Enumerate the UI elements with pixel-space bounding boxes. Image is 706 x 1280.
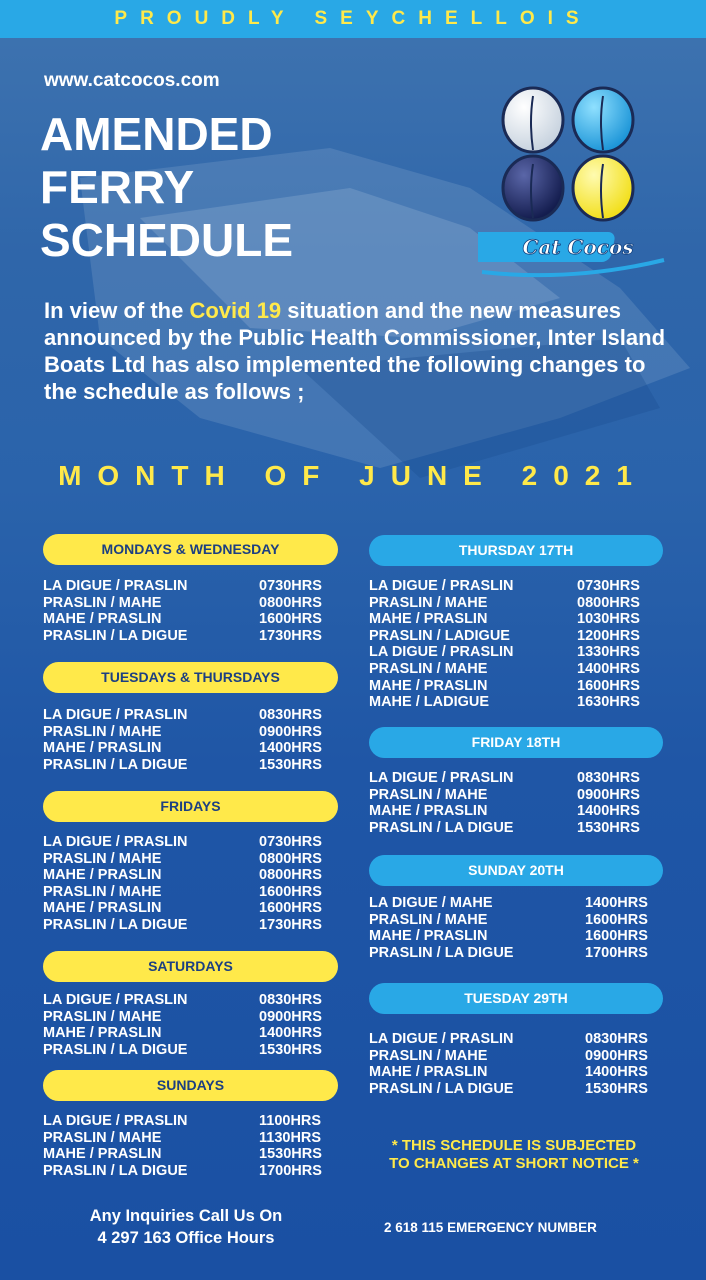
departure-time: 0800HRS bbox=[259, 850, 322, 867]
schedule-row bbox=[43, 1025, 338, 1042]
schedule-list bbox=[369, 770, 664, 836]
schedule-row bbox=[369, 678, 664, 695]
route-label: LA DIGUE / PRASLIN bbox=[43, 834, 188, 850]
intro-text: situation and the new measures announced by the Public Health Commissioner, Inter Island Boats Ltd has also implemented the following changes to the schedule as follows ; bbox=[44, 298, 666, 404]
section-header: SUNDAYS bbox=[43, 1070, 338, 1101]
route-label: PRASLIN / LADIGUE bbox=[369, 627, 510, 644]
schedule-row bbox=[369, 661, 664, 678]
notice-line: TO CHANGES AT SHORT NOTICE * bbox=[389, 1155, 639, 1172]
schedule-list bbox=[43, 1113, 338, 1179]
route-label: MAHE / PRASLIN bbox=[369, 677, 488, 694]
route-label: MAHE / PRASLIN bbox=[43, 1025, 162, 1042]
route-label: MAHE / PRASLIN bbox=[43, 1146, 162, 1163]
route-label: PRASLIN / MAHE bbox=[369, 786, 488, 803]
departure-time: 1400HRS bbox=[259, 1025, 322, 1042]
route-label: PRASLIN / MAHE bbox=[369, 1047, 488, 1064]
departure-time: 1530HRS bbox=[259, 1041, 322, 1058]
intro-text: In view of the bbox=[44, 298, 190, 323]
route-label: PRASLIN / LA DIGUE bbox=[43, 756, 188, 773]
schedule-row bbox=[43, 992, 338, 1009]
title-line: AMENDED bbox=[40, 108, 273, 160]
departure-time: 0830HRS bbox=[259, 992, 322, 1008]
route-label: PRASLIN / LA DIGUE bbox=[43, 627, 188, 644]
route-label: MAHE / PRASLIN bbox=[43, 611, 162, 628]
schedule-row bbox=[43, 595, 338, 612]
departure-time: 1600HRS bbox=[585, 911, 648, 928]
section-header: THURSDAY 17TH bbox=[369, 535, 663, 566]
schedule-row bbox=[43, 1163, 338, 1180]
schedule-row bbox=[369, 1048, 664, 1065]
departure-time: 1400HRS bbox=[585, 895, 648, 911]
route-label: PRASLIN / LA DIGUE bbox=[369, 819, 514, 836]
schedule-row bbox=[369, 787, 664, 804]
schedule-row bbox=[43, 900, 338, 917]
route-label: MAHE / PRASLIN bbox=[369, 1064, 488, 1081]
schedule-row bbox=[43, 1009, 338, 1026]
route-label: LA DIGUE / PRASLIN bbox=[43, 578, 188, 594]
route-label: MAHE / PRASLIN bbox=[43, 740, 162, 757]
departure-time: 0830HRS bbox=[585, 1031, 648, 1047]
departure-time: 1600HRS bbox=[577, 677, 640, 694]
schedule-row bbox=[369, 912, 664, 929]
departure-time: 1600HRS bbox=[585, 928, 648, 945]
schedule-row bbox=[369, 895, 664, 912]
schedule-row bbox=[369, 770, 664, 787]
route-label: MAHE / PRASLIN bbox=[369, 611, 488, 628]
departure-time: 0830HRS bbox=[259, 707, 322, 723]
departure-time: 1600HRS bbox=[259, 900, 322, 917]
schedule-row bbox=[43, 884, 338, 901]
schedule-row bbox=[369, 803, 664, 820]
schedule-row bbox=[43, 867, 338, 884]
route-label: LA DIGUE / PRASLIN bbox=[369, 578, 514, 594]
route-label: MAHE / PRASLIN bbox=[43, 900, 162, 917]
section-header: SUNDAY 20TH bbox=[369, 855, 663, 886]
page-title bbox=[40, 108, 293, 267]
month-heading: MONTH OF JUNE 2021 bbox=[58, 460, 648, 491]
departure-time: 1700HRS bbox=[585, 944, 648, 961]
departure-time: 1530HRS bbox=[585, 1080, 648, 1097]
schedule-list bbox=[43, 707, 338, 773]
schedule-row bbox=[43, 834, 338, 851]
schedule-row bbox=[43, 1130, 338, 1147]
route-label: MAHE / PRASLIN bbox=[369, 928, 488, 945]
route-label: PRASLIN / MAHE bbox=[369, 594, 488, 611]
route-label: PRASLIN / MAHE bbox=[43, 883, 162, 900]
schedule-row bbox=[43, 724, 338, 741]
departure-time: 1400HRS bbox=[577, 803, 640, 820]
route-label: MAHE / PRASLIN bbox=[369, 803, 488, 820]
route-label: LA DIGUE / MAHE bbox=[369, 895, 493, 911]
proudly-seychellois-banner: PROUDLY SEYCHELLOIS bbox=[0, 0, 706, 38]
intro-paragraph bbox=[44, 297, 684, 405]
departure-time: 0830HRS bbox=[577, 770, 640, 786]
route-label: LA DIGUE / PRASLIN bbox=[43, 1113, 188, 1129]
route-label: MAHE / PRASLIN bbox=[43, 867, 162, 884]
departure-time: 0800HRS bbox=[259, 594, 322, 611]
schedule-row bbox=[369, 644, 664, 661]
departure-time: 0730HRS bbox=[259, 578, 322, 594]
departure-time: 1400HRS bbox=[259, 740, 322, 757]
schedule-row bbox=[369, 1064, 664, 1081]
section-header: SATURDAYS bbox=[43, 951, 338, 982]
route-label: PRASLIN / MAHE bbox=[43, 1129, 162, 1146]
covid-highlight: Covid 19 bbox=[189, 298, 282, 323]
route-label: PRASLIN / MAHE bbox=[369, 660, 488, 677]
notice-line: * THIS SCHEDULE IS SUBJECTED bbox=[391, 1137, 637, 1154]
departure-time: 0800HRS bbox=[259, 867, 322, 884]
departure-time: 1530HRS bbox=[259, 756, 322, 773]
emergency-number: 2 618 115 EMERGENCY NUMBER bbox=[384, 1220, 597, 1235]
departure-time: 0900HRS bbox=[585, 1047, 648, 1064]
schedule-row bbox=[369, 578, 664, 595]
schedule-list bbox=[369, 895, 664, 961]
route-label: PRASLIN / MAHE bbox=[43, 850, 162, 867]
departure-time: 1100HRS bbox=[259, 1113, 322, 1129]
schedule-row bbox=[43, 611, 338, 628]
route-label: PRASLIN / MAHE bbox=[369, 911, 488, 928]
schedule-row bbox=[369, 945, 664, 962]
departure-time: 1700HRS bbox=[259, 1162, 322, 1179]
departure-time: 1130HRS bbox=[259, 1129, 322, 1146]
schedule-row bbox=[369, 1081, 664, 1098]
departure-time: 0730HRS bbox=[259, 834, 322, 850]
route-label: LA DIGUE / PRASLIN bbox=[369, 1031, 514, 1047]
section-header: TUESDAYS & THURSDAYS bbox=[43, 662, 338, 693]
section-header: TUESDAY 29TH bbox=[369, 983, 663, 1014]
section-header: FRIDAY 18TH bbox=[369, 727, 663, 758]
schedule-row bbox=[43, 757, 338, 774]
logo-text: Cat Cocos bbox=[522, 235, 634, 259]
schedule-row bbox=[43, 1042, 338, 1059]
route-label: PRASLIN / MAHE bbox=[43, 723, 162, 740]
departure-time: 1030HRS bbox=[577, 611, 640, 628]
departure-time: 1530HRS bbox=[577, 819, 640, 836]
departure-time: 1730HRS bbox=[259, 627, 322, 644]
departure-time: 1630HRS bbox=[577, 694, 640, 711]
departure-time: 1730HRS bbox=[259, 916, 322, 933]
schedule-list bbox=[369, 1031, 664, 1097]
departure-time: 0900HRS bbox=[259, 1008, 322, 1025]
office-phone: 4 297 163 Office Hours bbox=[97, 1229, 275, 1247]
route-label: LA DIGUE / PRASLIN bbox=[369, 770, 514, 786]
inquiry-line: Any Inquiries Call Us On bbox=[89, 1207, 283, 1225]
departure-time: 0800HRS bbox=[577, 594, 640, 611]
departure-time: 1530HRS bbox=[259, 1146, 322, 1163]
route-label: PRASLIN / LA DIGUE bbox=[43, 916, 188, 933]
schedule-row bbox=[43, 851, 338, 868]
route-label: LA DIGUE / PRASLIN bbox=[369, 644, 514, 661]
cat-cocos-logo bbox=[478, 82, 668, 278]
schedule-row bbox=[369, 628, 664, 645]
route-label: MAHE / LADIGUE bbox=[369, 694, 490, 711]
schedule-row bbox=[43, 740, 338, 757]
schedule-row bbox=[369, 611, 664, 628]
section-header: MONDAYS & WEDNESDAY bbox=[43, 534, 338, 565]
schedule-row bbox=[369, 694, 664, 711]
schedule-list bbox=[369, 578, 664, 711]
route-label: LA DIGUE / PRASLIN bbox=[43, 707, 188, 723]
inquiry-contact bbox=[64, 1205, 308, 1249]
schedule-row bbox=[369, 928, 664, 945]
departure-time: 1400HRS bbox=[585, 1064, 648, 1081]
departure-time: 0730HRS bbox=[577, 578, 640, 594]
schedule-row bbox=[369, 1031, 664, 1048]
title-line: SCHEDULE bbox=[40, 214, 294, 266]
section-header: FRIDAYS bbox=[43, 791, 338, 822]
schedule-row bbox=[369, 820, 664, 837]
departure-time: 1200HRS bbox=[577, 627, 640, 644]
schedule-row bbox=[43, 917, 338, 934]
title-line: FERRY bbox=[40, 161, 195, 213]
schedule-row bbox=[43, 628, 338, 645]
schedule-row bbox=[43, 1146, 338, 1163]
schedule-row bbox=[43, 578, 338, 595]
route-label: PRASLIN / LA DIGUE bbox=[43, 1162, 188, 1179]
route-label: LA DIGUE / PRASLIN bbox=[43, 992, 188, 1008]
schedule-row bbox=[369, 595, 664, 612]
route-label: PRASLIN / LA DIGUE bbox=[369, 1080, 514, 1097]
schedule-row bbox=[43, 1113, 338, 1130]
departure-time: 1600HRS bbox=[259, 611, 322, 628]
schedule-list bbox=[43, 992, 338, 1058]
route-label: PRASLIN / LA DIGUE bbox=[43, 1041, 188, 1058]
departure-time: 1400HRS bbox=[577, 660, 640, 677]
departure-time: 1330HRS bbox=[577, 644, 640, 661]
route-label: PRASLIN / MAHE bbox=[43, 594, 162, 611]
route-label: PRASLIN / MAHE bbox=[43, 1008, 162, 1025]
departure-time: 0900HRS bbox=[577, 786, 640, 803]
website-link[interactable]: www.catcocos.com bbox=[44, 70, 220, 91]
route-label: PRASLIN / LA DIGUE bbox=[369, 944, 514, 961]
schedule-row bbox=[43, 707, 338, 724]
schedule-list bbox=[43, 834, 338, 934]
schedule-list bbox=[43, 578, 338, 644]
schedule-change-notice bbox=[358, 1137, 670, 1173]
departure-time: 1600HRS bbox=[259, 883, 322, 900]
departure-time: 0900HRS bbox=[259, 723, 322, 740]
